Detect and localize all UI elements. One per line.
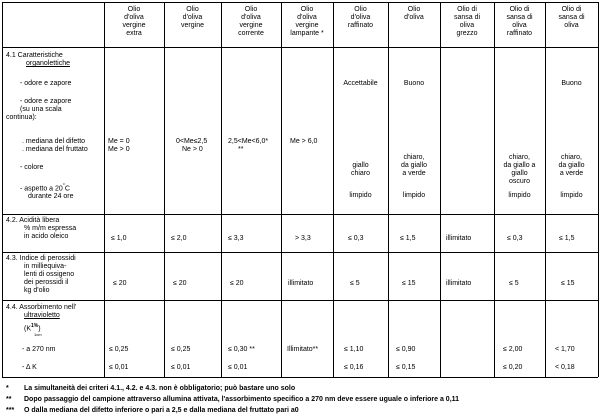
- col-border-3: [221, 2, 222, 377]
- header-sansa-grezzo: Olio di sansa di oliva grezzo: [453, 6, 481, 37]
- perossidi-vergine: ≤ 20: [173, 280, 187, 287]
- header-oliva: Olio d'oliva: [404, 6, 424, 21]
- colore-oliva: chiaro, da giallo a verde: [400, 154, 428, 177]
- row-divider-42: [2, 214, 598, 215]
- header-raffinato: Olio d'oliva raffinato: [347, 6, 374, 29]
- uv270-vergine: ≤ 0,25: [171, 346, 191, 353]
- mediana-corrente: 2,5<Me<6,0* **: [228, 138, 269, 153]
- colore-sansa-oliva: chiaro, da giallo a verde: [558, 154, 585, 177]
- perossidi-lampante: illimitato: [288, 280, 314, 287]
- footnote-3: *** O dalla mediana del difetto inferiore o pari a 2,5 e dalla mediana del fruttato pari a0: [6, 407, 299, 414]
- mediana-vergine: 0<Me≤2,5 Ne > 0: [176, 138, 208, 153]
- row-270-label: - a 270 nm: [22, 346, 56, 353]
- acidita-sansa-oliva: ≤ 1,5: [559, 235, 575, 242]
- perossidi-sansa-raffinato: ≤ 5: [509, 280, 519, 287]
- header-vergine-extra: Olio d'oliva vergine extra: [122, 6, 146, 37]
- section-42-desc: % m/m espressa in acido oleico: [24, 225, 77, 240]
- perossidi-raffinato: ≤ 5: [350, 280, 360, 287]
- dk-sansa-raffinato: ≤ 0,20: [503, 364, 523, 371]
- colore-raffinato: giallo chiaro: [350, 162, 371, 177]
- acidita-raffinato: ≤ 0,3: [348, 235, 364, 242]
- section-43-desc: in milliequiva- lenti di ossigeno dei perossidi il kg d'olio: [24, 263, 75, 294]
- col-border-4: [281, 2, 282, 377]
- limpido-sansa-raffinato: limpido: [508, 192, 531, 199]
- uv270-extra: ≤ 0,25: [109, 346, 129, 353]
- section-41-title-2: organolettiche: [26, 60, 70, 67]
- header-sansa-raffinato: Olio di sansa di oliva raffinato: [506, 6, 533, 37]
- dk-vergine: ≤ 0,01: [171, 364, 191, 371]
- acidita-corrente: ≤ 3,3: [228, 235, 244, 242]
- header-vergine: Olio d'oliva vergine: [181, 6, 204, 29]
- section-44-title: 4.4. Assorbimento nell': [6, 304, 77, 311]
- header-sansa-oliva: Olio di sansa di oliva: [558, 6, 585, 29]
- uv270-raffinato: ≤ 1,10: [344, 346, 364, 353]
- perossidi-corrente: ≤ 20: [230, 280, 244, 287]
- section-43-title: 4.3. Indice di perossidi: [6, 255, 76, 262]
- odore-scala-label: - odore e zapore (su una scala continua):: [6, 98, 72, 121]
- table-top-border: [2, 2, 598, 3]
- footnote-2: ** Dopo passaggio del campione attraverso allumina attivata, l'assorbimento specifico a 270 nm deve essere uguale o inferiore a 0,11: [6, 396, 460, 403]
- col-border-9: [545, 2, 546, 377]
- odore-oliva: Buono: [403, 80, 425, 87]
- mediana-lampante: Me > 6,0: [290, 138, 318, 145]
- uv270-corrente: ≤ 0,30 **: [228, 346, 255, 353]
- footnote-1: * La simultaneità dei criteri 4.1., 4.2. e 4.3. non è obbligatorio; può bastare uno solo: [6, 385, 296, 392]
- limpido-oliva: limpido: [402, 192, 426, 199]
- acidita-sansa-raffinato: ≤ 0,3: [507, 235, 523, 242]
- col-border-8: [494, 2, 495, 377]
- perossidi-extra: ≤ 20: [113, 280, 127, 287]
- col-border-10: [598, 2, 599, 377]
- row-divider-44: [2, 300, 598, 301]
- perossidi-oliva: ≤ 15: [402, 280, 416, 287]
- header-vergine-corrente: Olio d'oliva vergine corrente: [238, 6, 264, 37]
- uv270-lampante: Illimitato**: [287, 346, 319, 353]
- colore-label: - colore: [20, 164, 44, 171]
- acidita-extra: ≤ 1,0: [111, 235, 127, 242]
- limpido-sansa-oliva: limpido: [560, 192, 583, 199]
- header-vergine-lampante: Olio d'oliva vergine lampante *: [290, 6, 324, 37]
- colore-sansa-raffinato: chiaro, da giallo a giallo oscuro: [503, 154, 536, 185]
- uv270-sansa-raffinato: ≤ 2,00: [503, 346, 523, 353]
- acidita-sansa-grezzo: illimitato: [446, 235, 472, 242]
- perossidi-sansa-grezzo: illimitato: [446, 280, 472, 287]
- col-border-2: [164, 2, 165, 377]
- dk-raffinato: ≤ 0,16: [344, 364, 364, 371]
- aspetto-label: - aspetto a 20°C durante 24 ore: [20, 183, 74, 201]
- col-border-7: [440, 2, 441, 377]
- section-44-title-2: ultravioletto: [24, 312, 60, 319]
- dk-oliva: ≤ 0,15: [396, 364, 416, 371]
- col-border-0: [2, 2, 3, 377]
- acidita-oliva: ≤ 1,5: [400, 235, 416, 242]
- uv270-oliva: ≤ 0,90: [396, 346, 416, 353]
- limpido-raffinato: limpido: [349, 192, 372, 199]
- dk-extra: ≤ 0,01: [109, 364, 129, 371]
- mediana-labels: . mediana del difetto . mediana del fruttato: [22, 138, 88, 153]
- k-subscript: 1cm: [34, 332, 42, 337]
- table-bottom-border: [2, 377, 598, 378]
- uv270-sansa-oliva: < 1,70: [555, 346, 575, 353]
- section-42-title: 4.2. Acidità libera: [6, 217, 60, 224]
- odore-label: - odore e zapore: [20, 80, 72, 87]
- acidita-lampante: > 3,3: [295, 235, 311, 242]
- perossidi-sansa-oliva: ≤ 15: [561, 280, 575, 287]
- dk-corrente: ≤ 0,01: [228, 364, 248, 371]
- col-border-6: [388, 2, 389, 377]
- mediana-extra: Me = 0 Me > 0: [108, 138, 130, 153]
- header-bottom-border: [2, 47, 598, 48]
- odore-sansa-oliva: Buono: [561, 80, 582, 87]
- k-notation: $(K^{1\%})$: [24, 323, 41, 333]
- section-41-title: 4.1 Caratteristiche: [6, 52, 63, 59]
- col-border-5: [333, 2, 334, 377]
- col-border-1: [104, 2, 105, 377]
- odore-raffinato: Accettabile: [343, 80, 378, 87]
- dk-sansa-oliva: < 0,18: [555, 364, 575, 371]
- row-dk-label: - Δ K: [22, 364, 37, 371]
- row-divider-43: [2, 252, 598, 253]
- acidita-vergine: ≤ 2,0: [171, 235, 187, 242]
